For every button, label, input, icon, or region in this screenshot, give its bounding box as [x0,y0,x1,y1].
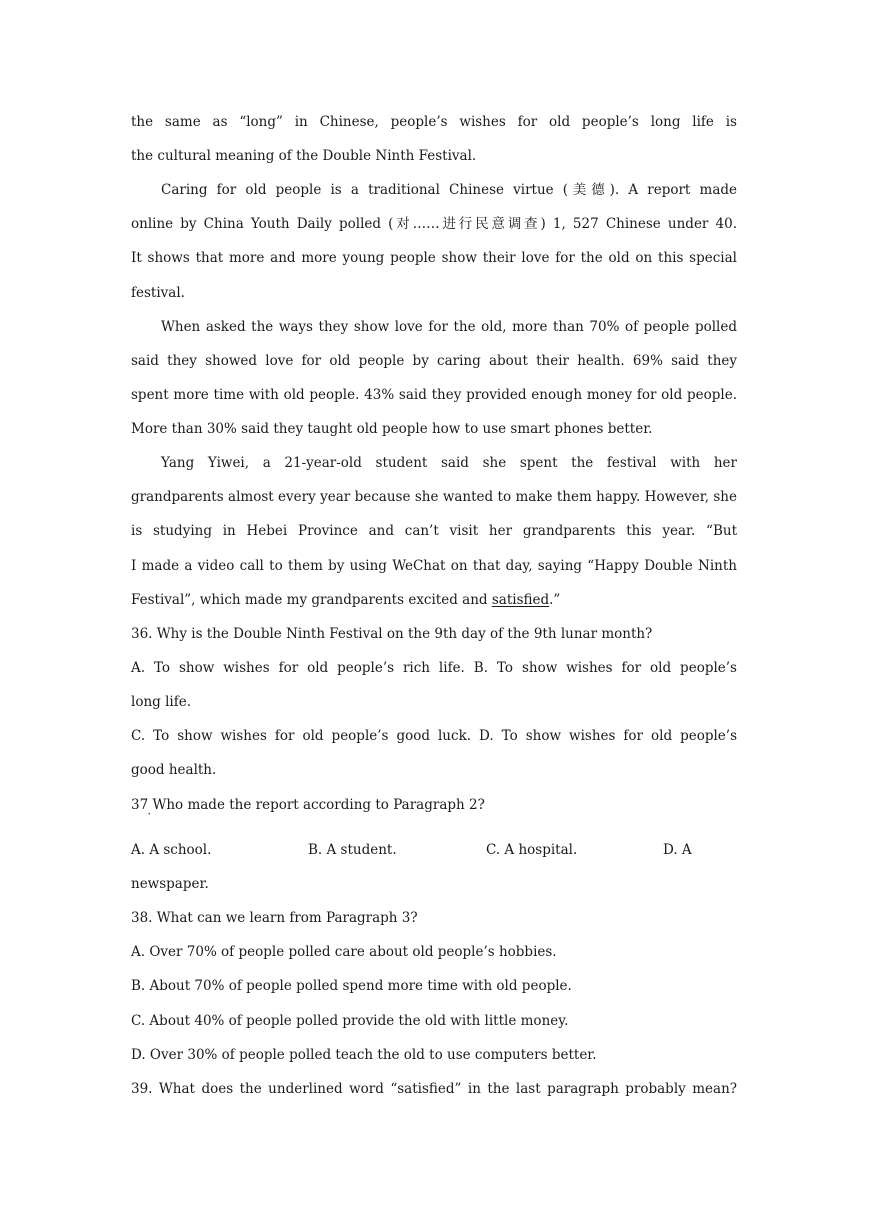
question-37-option-d-cont: newspaper. [131,876,209,892]
passage-line: said they showed love for old people by caring about their health. 69% said they [131,353,737,369]
question-38-option-d: D. Over 30% of people polled teach the old to use computers better. [131,1047,597,1063]
passage-line-underlined [131,590,737,610]
passage-text: .” [549,592,561,608]
question-38-option-b: B. About 70% of people polled spend more time with old people. [131,978,572,994]
underlined-word: satisfied [491,592,550,608]
passage-line: Caring for old people is a traditional Chinese virtue (美德). A report made [161,182,737,198]
question-36-options-cd: C. To show wishes for old people’s good luck. D. To show wishes for old people’s [131,728,737,744]
passage-line: online by China Youth Daily polled (对……进行民意调查) 1, 527 Chinese under 40. [131,216,737,232]
question-37-option-b: B. A student. [308,842,397,858]
dot-mark: ˙ [146,812,153,827]
passage-line: More than 30% said they taught old people how to use smart phones better. [131,421,653,437]
question-38: 38. What can we learn from Paragraph 3? [131,910,418,926]
passage-line: I made a video call to them by using WeChat on that day, saying “Happy Double Ninth [131,558,737,574]
question-37-option-a: A. A school. [131,842,212,858]
question-39: 39. What does the underlined word “satisfied” in the last paragraph probably mean? [131,1081,737,1097]
passage-line: festival. [131,285,185,301]
passage-line: the same as “long” in Chinese, people’s wishes for old people’s long life is [131,114,737,130]
question-36-options-ab-cont: long life. [131,694,191,710]
passage-line: grandparents almost every year because she wanted to make them happy. However, she [131,489,737,505]
passage-text: Festival”, which made my grandparents excited and [131,592,492,608]
passage-line: spent more time with old people. 43% said they provided enough money for old people. [131,387,737,403]
passage-line: It shows that more and more young people show their love for the old on this special [131,250,737,266]
question-37-option-c: C. A hospital. [486,842,578,858]
question-37-option-d: D. A [663,842,692,858]
passage-line: When asked the ways they show love for the old, more than 70% of people polled [161,319,737,335]
question-37: 37 Who made the report according to Paragraph 2? [131,797,485,813]
question-36: 36. Why is the Double Ninth Festival on the 9th day of the 9th lunar month? [131,626,653,642]
question-36-options-ab: A. To show wishes for old people’s rich life. B. To show wishes for old people’s [131,660,737,676]
passage-line: the cultural meaning of the Double Ninth Festival. [131,148,477,164]
passage-line: is studying in Hebei Province and can’t visit her grandparents this year. “But [131,523,737,539]
question-38-option-a: A. Over 70% of people polled care about old people’s hobbies. [131,944,557,960]
question-38-option-c: C. About 40% of people polled provide the old with little money. [131,1013,569,1029]
question-36-options-cd-cont: good health. [131,762,217,778]
passage-line: Yang Yiwei, a 21-year-old student said she spent the festival with her [161,455,737,471]
